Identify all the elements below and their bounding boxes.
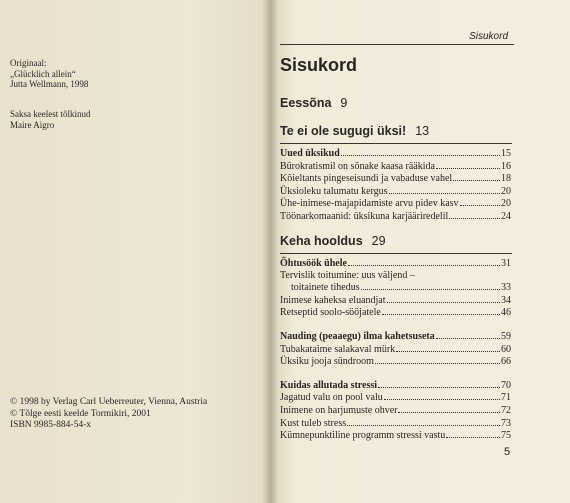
section-heading <box>280 124 429 138</box>
running-head-rule <box>280 44 514 45</box>
toc-entry: Tubakataime salakaval mürk 60 <box>280 343 511 355</box>
section-heading <box>280 234 386 248</box>
toc-entry: Nauding (peaaegu) ilma kahetsuseta 59 <box>280 330 511 342</box>
toc-entry: Tervislik toitumine: uus väljend – <box>280 269 415 281</box>
section-heading <box>280 96 347 110</box>
toc-entry: Retseptid soolo-sööjatele 46 <box>280 307 511 319</box>
section-title: Te ei ole sugugi üksi! <box>280 124 407 138</box>
translator-name: Maire Aigro <box>10 119 55 130</box>
running-head: Sisukord <box>469 31 508 42</box>
toc-entry: Kümnepunktiline programm stressi vastu 75 <box>280 430 511 442</box>
section-rule <box>280 143 512 144</box>
section-rule <box>280 253 512 254</box>
page-number: 5 <box>504 446 511 458</box>
toc-entry: Jagatud valu on pool valu 71 <box>280 392 511 404</box>
original-label: Originaal: <box>10 58 47 68</box>
toc-entry: toitainete tihedus 33 <box>291 282 511 294</box>
section-title: Keha hooldus <box>280 234 363 248</box>
translation-note: Saksa keelest tõlkinud <box>10 109 91 119</box>
toc-entry: Uued üksikud 15 <box>280 148 511 159</box>
copyright-publisher: © 1998 by Verlag Carl Ueberreuter, Vienna, Austria <box>10 397 208 407</box>
original-author: Jutta Wellmann, 1998 <box>10 79 89 89</box>
section-page: 29 <box>371 234 386 248</box>
original-info <box>10 58 88 90</box>
toc-list <box>280 257 511 442</box>
toc-entry: Üksiku jooja sündroom 66 <box>280 356 511 368</box>
toc-entry: Bürokratismil on sõnake kaasa rääkida 16 <box>280 160 511 172</box>
book-gutter <box>262 0 278 503</box>
translation-info <box>10 109 91 130</box>
toc-entry: Inimene on harjumuste ohver 72 <box>280 404 511 416</box>
section-title: Eessõna <box>280 96 332 110</box>
isbn: ISBN 9985-884-54-x <box>10 420 92 430</box>
colophon <box>10 397 207 432</box>
toc-list <box>280 147 511 223</box>
toc-entry: Kust tuleb stress 73 <box>280 417 511 429</box>
toc-entry: Üksioleku talumatu kergus 20 <box>280 185 511 197</box>
toc-entry: Töönarkomaanid: üksikuna karjääriredelil 24 <box>280 210 511 222</box>
toc-entry: Inimese kaheksa eluandjat 34 <box>280 294 511 306</box>
toc-heading: Sisukord <box>280 55 358 75</box>
section-page: 13 <box>415 124 430 138</box>
original-title: „Glücklich allein“ <box>10 68 76 79</box>
section-page: 9 <box>340 96 348 110</box>
toc-entry: Õhtusöök ühele 31 <box>280 258 511 269</box>
toc-entry: Ühe-inimese-majapidamiste arvu pidev kasv 20 <box>280 198 511 210</box>
toc-entry: Kõieltants pingeseisundi ja vabaduse vahel 18 <box>280 173 511 185</box>
toc-entry: Kuidas allutada stressi 70 <box>280 379 511 391</box>
copyright-translation: © Tõlge eesti keelde Tormikiri, 2001 <box>10 408 151 419</box>
